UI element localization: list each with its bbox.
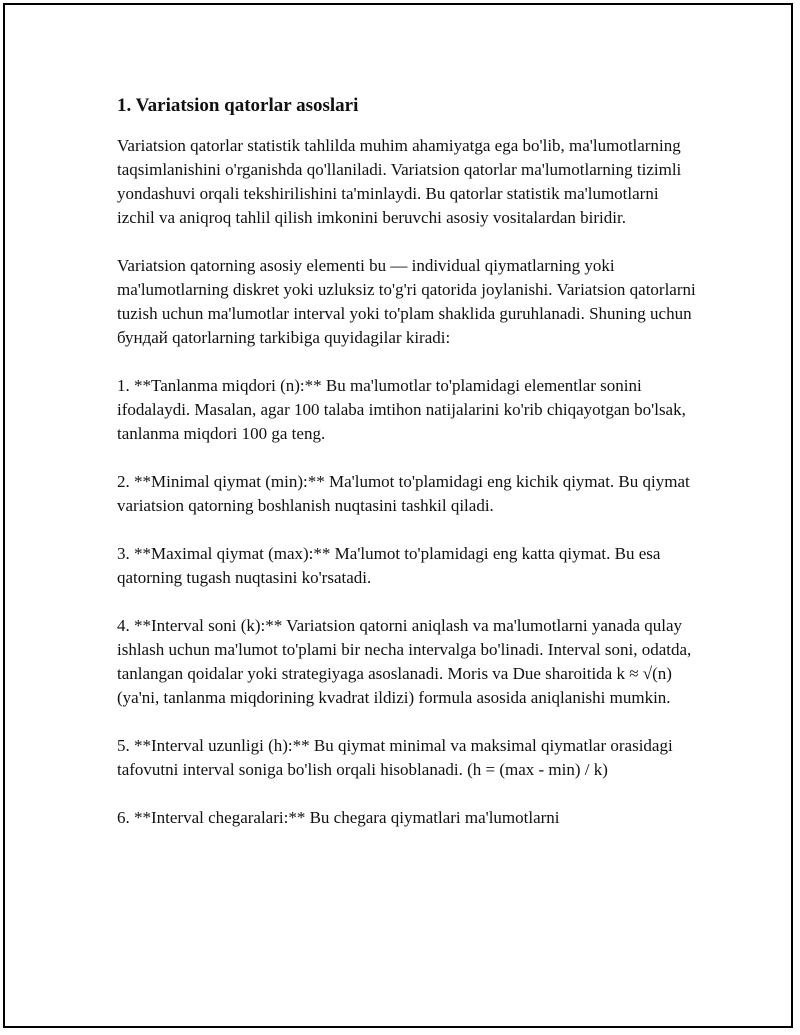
list-item-interval-length: 5. **Interval uzunligi (h):** Bu qiymat minimal va maksimal qiymatlar orasidagi tafovutni interval soniga bo'lish orqali hisoblanadi. (h = (max - min) / k)	[117, 736, 673, 779]
elements-paragraph: Variatsion qatorning asosiy elementi bu — individual qiymatlarning yoki ma'lumotlarning diskret yoki uzluksiz to'g'ri qatorida joylanishi. Variatsion qatorlarni tuzish uchun ma'lumotlar interval yoki to'plam shaklida guruhlanadi. Shuning uchun бундай qatorlarning tarkibiga quyidagilar kiradi:	[117, 256, 696, 347]
section-heading: 1. Variatsion qatorlar asoslari	[117, 95, 359, 116]
list-item-sample-size: 1. **Tanlanma miqdori (n):** Bu ma'lumotlar to'plamidagi elementlar sonini ifodalaydi. Masalan, agar 100 talaba imtihon natijalarini ko'rib chiqayotgan bo'lsak, tanlanma miqdori 100 ga teng.	[117, 376, 686, 443]
list-item-minimum: 2. **Minimal qiymat (min):** Ma'lumot to'plamidagi eng kichik qiymat. Bu qiymat variatsion qatorning boshlanish nuqtasini tashkil qiladi.	[117, 472, 690, 515]
intro-paragraph: Variatsion qatorlar statistik tahlilda muhim ahamiyatga ega bo'lib, ma'lumotlarning taqsimlanishini o'rganishda qo'llaniladi. Variatsion qatorlar ma'lumotlarning tizimli yondashuvi orqali tekshirilishini ta'minlaydi. Bu qatorlar statistik ma'lumotlarni izchil va aniqroq tahlil qilish imkonini beruvchi asosiy vositalardan biridir.	[117, 136, 682, 227]
list-item-maximum: 3. **Maximal qiymat (max):** Ma'lumot to'plamidagi eng katta qiymat. Bu esa qatorning tugash nuqtasini ko'rsatadi.	[117, 544, 661, 587]
list-item-interval-count: 4. **Interval soni (k):** Variatsion qatorni aniqlash va ma'lumotlarni yanada qulay ishlash uchun ma'lumot to'plami bir necha intervalga bo'linadi. Interval soni, odatda, tanlangan qoidalar yoki strategiyaga asoslanadi. Moris va Due sharoitida k ≈ √(n) (ya'ni, tanlanma miqdorining kvadrat ildizi) formula asosida aniqlanishi mumkin.	[117, 616, 692, 707]
list-item-interval-bounds: 6. **Interval chegaralari:** Bu chegara qiymatlari ma'lumotlarni	[117, 808, 560, 827]
document-body	[117, 92, 697, 854]
